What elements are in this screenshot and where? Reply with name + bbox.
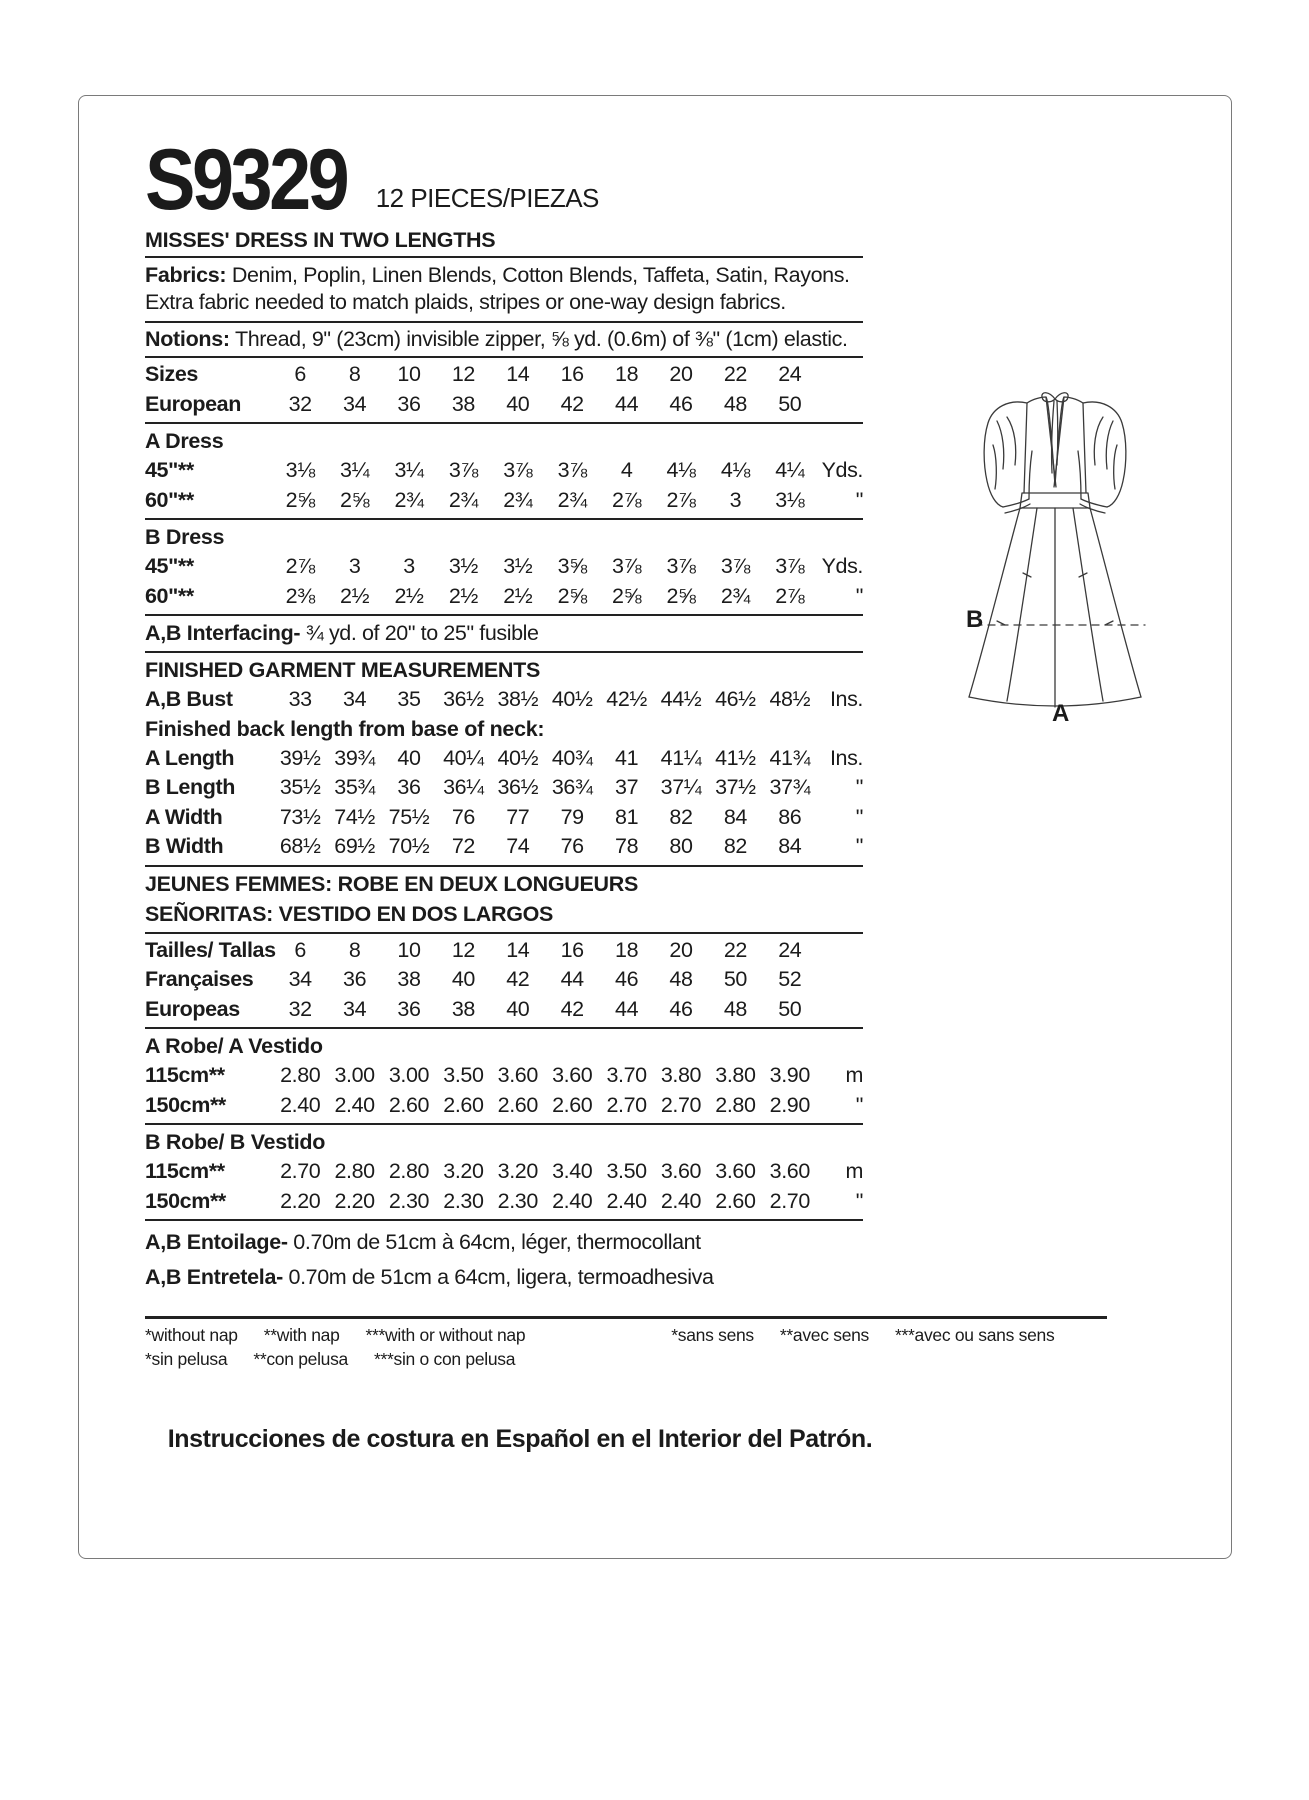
unit-cell: " [855,583,863,608]
table-row [145,803,863,833]
footnote-without-nap: *without nap [145,1325,238,1345]
table-cell: 2.40 [334,1092,375,1117]
table-cell: 3.20 [497,1159,538,1183]
row-label: 60"** [145,583,194,608]
interfacing-label: A,B Interfacing- [145,621,301,645]
table-cell: 80 [669,834,693,858]
table-cell: 41½ [715,745,756,770]
intl-title-section [145,867,863,934]
table-cell: 2.80 [715,1092,756,1117]
table-cell: 70½ [388,834,430,858]
table-cell: 40 [451,967,475,991]
table-cell: 36½ [443,687,484,711]
unit-cell [817,995,863,1025]
table-cell: 2.60 [388,1092,430,1117]
table-cell: 74 [506,834,530,858]
table-cell: 2¾ [448,487,478,512]
table-row [145,552,863,582]
table-cell: 2¾ [394,487,424,512]
table-cell: 2⅝ [557,583,587,608]
entretela-text: 0.70m de 51cm a 64cm, ligera, termoadhesiva [282,1265,714,1289]
unit-cell: m [845,1159,863,1183]
table-cell: 2.30 [443,1188,484,1213]
a-robe-header: A Robe/ A Vestido [145,1034,323,1058]
table-cell: 3⅞ [720,554,750,578]
table-cell: 37 [615,775,639,799]
table-cell: 2.90 [769,1092,810,1117]
table-cell: 3½ [503,554,533,578]
table-cell: 2.30 [388,1188,430,1213]
table-cell: 3 [348,554,361,578]
table-row [145,456,863,486]
table-cell: 41 [615,745,639,770]
table-cell: 2.30 [497,1188,538,1213]
table-cell: 2.40 [552,1188,593,1213]
unit-cell: " [855,1092,863,1117]
row-label: A Length [145,745,235,770]
finished-header: FINISHED GARMENT MEASUREMENTS [145,658,541,682]
table-row [145,390,863,420]
table-cell: 50 [723,967,747,991]
table-cell: 2¾ [720,583,750,608]
table-cell: 2.40 [660,1188,702,1213]
row-label: 115cm** [145,1063,225,1087]
table-cell: 20 [669,937,693,962]
table-cell: 3.60 [769,1159,810,1183]
row-label: 150cm** [145,1188,226,1213]
unit-cell [817,936,863,966]
table-cell: 2.60 [715,1188,756,1213]
table-cell: 86 [778,804,802,829]
notions-text: Thread, 9" (23cm) invisible zipper, ⅝ yd. (0.6m) of ⅜" (1cm) elastic. [229,327,848,351]
row-label: 60"** [145,487,194,512]
table-cell: 18 [615,937,639,962]
unit-cell: " [855,1188,863,1213]
dress-line-drawing [945,385,1177,733]
table-cell: 3 [729,487,742,512]
b-robe-header: B Robe/ B Vestido [145,1130,326,1154]
table-cell: 2½ [503,583,533,608]
table-cell: 3⅛ [285,458,315,482]
table-cell: 40½ [551,687,593,711]
row-label: European [145,391,241,416]
table-cell: 2⅞ [666,487,696,512]
footnotes-fr [671,1323,1080,1371]
pattern-back-content [145,126,1055,1454]
table-cell: 46 [669,391,693,416]
title-spanish: SEÑORITAS: VESTIDO EN DOS LARGOS [145,901,554,926]
table-cell: 12 [451,937,475,962]
table-cell: 3.50 [443,1063,484,1087]
table-cell: 3⅝ [557,554,587,578]
table-cell: 3.40 [552,1159,593,1183]
footnote-avec-sens: **avec sens [779,1325,870,1345]
table-cell: 3.60 [660,1159,702,1183]
table-cell: 34 [343,391,367,416]
table-cell: 2⅞ [775,583,805,608]
view-b-label: B [966,606,984,633]
table-row [145,1091,863,1121]
table-cell: 3⅞ [557,458,587,482]
table-cell: 36¼ [443,775,484,799]
table-cell: 48 [723,391,747,416]
unit-cell: " [855,834,863,858]
table-cell: 81 [615,804,639,829]
table-cell: 38½ [497,687,539,711]
table-cell: 36½ [497,775,539,799]
table-cell: 3.70 [606,1063,647,1087]
b-dress-section [145,520,863,616]
unit-cell: Yds. [821,458,863,482]
notions-label: Notions: [145,327,230,351]
table-cell: 2⅜ [285,583,315,608]
table-cell: 38 [451,391,475,416]
footnotes-en-es [145,1323,551,1371]
table-cell: 2⅞ [612,487,642,512]
table-cell: 10 [397,937,421,962]
table-cell: 2⅝ [285,487,315,512]
footnote-with-nap: **with nap [263,1325,340,1345]
row-label: B Length [145,775,235,799]
table-cell: 3.60 [497,1063,538,1087]
table-cell: 3⅞ [503,458,533,482]
fabrics-text: Denim, Poplin, Linen Blends, Cotton Blends, Taffeta, Satin, Rayons. Extra fabric needed to match plaids, stripes or one-way design fabrics. [145,263,850,314]
table-cell: 2.60 [497,1092,538,1117]
table-cell: 84 [723,804,747,829]
table-cell: 6 [294,937,306,962]
unit-cell: Ins. [829,745,863,770]
table-cell: 38 [451,996,475,1021]
table-row [145,582,863,612]
table-cell: 2.60 [443,1092,484,1117]
table-cell: 2.40 [280,1092,321,1117]
table-cell: 52 [778,967,802,991]
row-label: A,B Bust [145,687,233,711]
table-cell: 44 [615,391,639,416]
table-cell: 3.60 [552,1063,593,1087]
table-cell: 3 [403,554,415,578]
table-cell: 2.80 [334,1159,375,1183]
table-cell: 2⅞ [285,554,315,578]
table-row [145,1157,863,1187]
pattern-number: S9329 [145,132,347,229]
table-cell: 42 [506,967,530,991]
table-cell: 32 [288,996,312,1021]
table-cell: 32 [288,391,312,416]
table-cell: 12 [451,362,475,386]
unit-cell [817,965,863,995]
table-cell: 46½ [715,687,756,711]
table-cell: 40 [506,391,530,416]
table-cell: 3⅞ [448,458,478,482]
table-cell: 3⅛ [775,487,805,512]
table-cell: 42½ [606,687,647,711]
table-cell: 33 [288,687,312,711]
table-cell: 3¼ [394,458,424,482]
footnote-sin-o-con-pelusa: ***sin o con pelusa [373,1349,516,1369]
table-cell: 36¾ [551,775,593,799]
unit-cell: " [855,804,863,829]
table-cell: 34 [343,996,367,1021]
footnote-divider [145,1316,1107,1319]
table-cell: 6 [294,362,306,386]
unit-cell: Ins. [829,687,863,711]
table-cell: 39¾ [334,745,375,770]
table-cell: 40 [397,745,421,770]
finished-measurements-section [145,653,863,867]
table-cell: 2½ [394,583,424,608]
table-cell: 41¾ [769,745,811,770]
entoilage-text: 0.70m de 51cm à 64cm, léger, thermocollant [287,1230,701,1254]
table-cell: 44½ [660,687,702,711]
interfacing-text: ¾ yd. of 20" to 25" fusible [300,621,539,645]
table-cell: 34 [288,967,312,991]
table-cell: 24 [778,362,802,386]
pieces-count: 12 PIECES/PIEZAS [375,183,599,213]
table-cell: 3⅞ [666,554,696,578]
table-cell: 69½ [334,834,375,858]
back-length-note: Finished back length from base of neck: [145,716,545,741]
table-cell: 20 [669,362,693,386]
table-cell: 41¼ [660,745,702,770]
table-cell: 2.70 [769,1188,810,1213]
title-french: JEUNES FEMMES: ROBE EN DEUX LONGUEURS [145,871,639,896]
fabrics-label: Fabrics: [145,263,227,287]
footnotes [145,1323,1055,1371]
table-cell: 2⅝ [340,487,370,512]
row-label: 45"** [145,458,194,482]
table-cell: 3.00 [388,1063,430,1087]
table-cell: 2.60 [552,1092,593,1117]
table-cell: 3¼ [340,458,370,482]
table-cell: 2⅝ [666,583,696,608]
table-cell: 3.00 [334,1063,375,1087]
table-row [145,936,863,966]
table-cell: 68½ [279,834,321,858]
table-cell: 46 [669,996,693,1021]
table-cell: 38 [397,967,421,991]
table-cell: 2⅝ [612,583,642,608]
table-cell: 44 [615,996,639,1021]
table-cell: 2.70 [606,1092,647,1117]
table-cell: 79 [560,804,584,829]
table-cell: 10 [397,362,421,386]
table-cell: 18 [615,362,639,386]
table-cell: 16 [560,937,584,962]
table-cell: 3.80 [715,1063,756,1087]
table-cell: 36 [397,391,421,416]
title-block [145,126,863,229]
table-cell: 37½ [715,775,756,799]
table-cell: 36 [397,996,421,1021]
unit-cell: Yds. [821,554,863,578]
table-cell: 76 [451,804,475,829]
table-cell: 22 [723,362,747,386]
table-cell: 36 [343,967,367,991]
entretela-line [145,1262,863,1292]
table-cell: 82 [669,804,693,829]
table-cell: 78 [615,834,639,858]
table-cell: 4⅛ [666,458,696,482]
table-cell: 2.20 [334,1188,375,1213]
b-dress-header: B Dress [145,525,225,549]
table-cell: 2½ [340,583,370,608]
table-cell: 82 [723,834,747,858]
table-cell: 37¾ [769,775,811,799]
table-cell: 76 [560,834,584,858]
table-cell: 2¾ [557,487,587,512]
table-cell: 24 [778,937,802,962]
table-cell: 3.50 [606,1159,647,1183]
table-cell: 46 [615,967,639,991]
footnote-con-pelusa: **con pelusa [253,1349,348,1369]
table-cell: 16 [560,362,584,386]
interfacing-line [145,616,863,653]
table-cell: 48 [669,967,693,991]
table-cell: 2.70 [660,1092,702,1117]
table-cell: 36 [397,775,421,799]
table-row [145,1061,863,1091]
waistband [1020,493,1090,508]
table-cell: 35½ [279,775,321,799]
table-cell: 2½ [448,583,478,608]
table-cell: 3⅞ [775,554,805,578]
table-cell: 50 [778,391,802,416]
unit-cell [817,360,863,390]
table-cell: 84 [778,834,802,858]
table-cell: 37¼ [660,775,702,799]
table-cell: 42 [560,996,584,1021]
fabrics-paragraph [145,258,863,323]
footnote-with-or-without-nap: ***with or without nap [365,1325,526,1345]
unit-cell: " [855,775,863,799]
table-cell: 50 [778,996,802,1021]
intl-size-table [145,934,863,1030]
table-cell: 40 [506,996,530,1021]
a-robe-section [145,1029,863,1125]
entoilage-line [145,1227,863,1257]
unit-cell: m [845,1063,863,1087]
table-cell: 35 [397,687,421,711]
footnote-sans-sens: *sans sens [671,1325,754,1345]
garment-title: MISSES' DRESS IN TWO LENGTHS [145,218,863,258]
row-label: Françaises [145,967,254,991]
table-cell: 44 [560,967,584,991]
table-cell: 3½ [448,554,478,578]
table-cell: 3⅞ [612,554,642,578]
table-row [145,744,863,774]
unit-cell: " [855,487,863,512]
row-label: B Width [145,834,224,858]
table-cell: 14 [506,362,530,386]
unit-cell [817,390,863,420]
table-cell: 3.20 [443,1159,484,1183]
row-label: Sizes [145,362,198,386]
table-cell: 74½ [334,804,375,829]
table-row [145,995,863,1025]
table-cell: 3.90 [769,1063,810,1087]
row-label: A Width [145,804,223,829]
table-cell: 2.80 [280,1063,321,1087]
table-cell: 2.70 [280,1159,321,1183]
table-cell: 40¾ [551,745,593,770]
table-cell: 42 [560,391,584,416]
table-cell: 3.60 [715,1159,756,1183]
table-cell: 22 [723,937,747,962]
notions-line [145,323,863,358]
table-cell: 8 [348,937,361,962]
table-row [145,773,863,803]
row-label: 45"** [145,554,194,578]
size-table [145,358,863,424]
table-row [145,685,863,715]
a-dress-header: A Dress [145,429,224,453]
table-row [145,486,863,516]
table-cell: 2¾ [503,487,533,512]
table-cell: 4¼ [775,458,805,482]
table-cell: 14 [506,937,530,962]
row-label: 150cm** [145,1092,226,1117]
footnote-avec-ou-sans-sens: ***avec ou sans sens [895,1325,1055,1345]
a-dress-section [145,424,863,520]
table-cell: 2.80 [388,1159,430,1183]
table-row [145,1187,863,1217]
row-label: Europeas [145,996,240,1021]
table-cell: 48½ [769,687,811,711]
table-cell: 4 [620,458,633,482]
row-label: 115cm** [145,1159,225,1183]
table-cell: 4⅛ [720,458,750,482]
table-cell: 8 [348,362,361,386]
table-cell: 77 [506,804,530,829]
table-cell: 35¾ [334,775,375,799]
row-label: Tailles/ Tallas [145,937,276,962]
table-row [145,360,863,390]
entretela-label: A,B Entretela- [145,1265,283,1289]
table-cell: 39½ [279,745,321,770]
table-cell: 48 [723,996,747,1021]
footnote-sin-pelusa: *sin pelusa [145,1349,228,1369]
table-cell: 2.20 [280,1188,321,1213]
table-cell: 40¼ [443,745,484,770]
table-cell: 73½ [279,804,321,829]
table-cell: 75½ [388,804,430,829]
view-a-label: A [1052,700,1070,727]
table-cell: 3.80 [660,1063,702,1087]
table-row [145,965,863,995]
entoilage-label: A,B Entoilage- [145,1230,288,1254]
table-cell: 2.40 [606,1188,647,1213]
spanish-instructions-note: Instrucciones de costura en Español en el Interior del Patrón. [167,1425,873,1453]
table-cell: 40½ [497,745,539,770]
table-row [145,832,863,862]
table-cell: 72 [451,834,475,858]
table-cell: 34 [343,687,367,711]
b-robe-section [145,1125,863,1221]
